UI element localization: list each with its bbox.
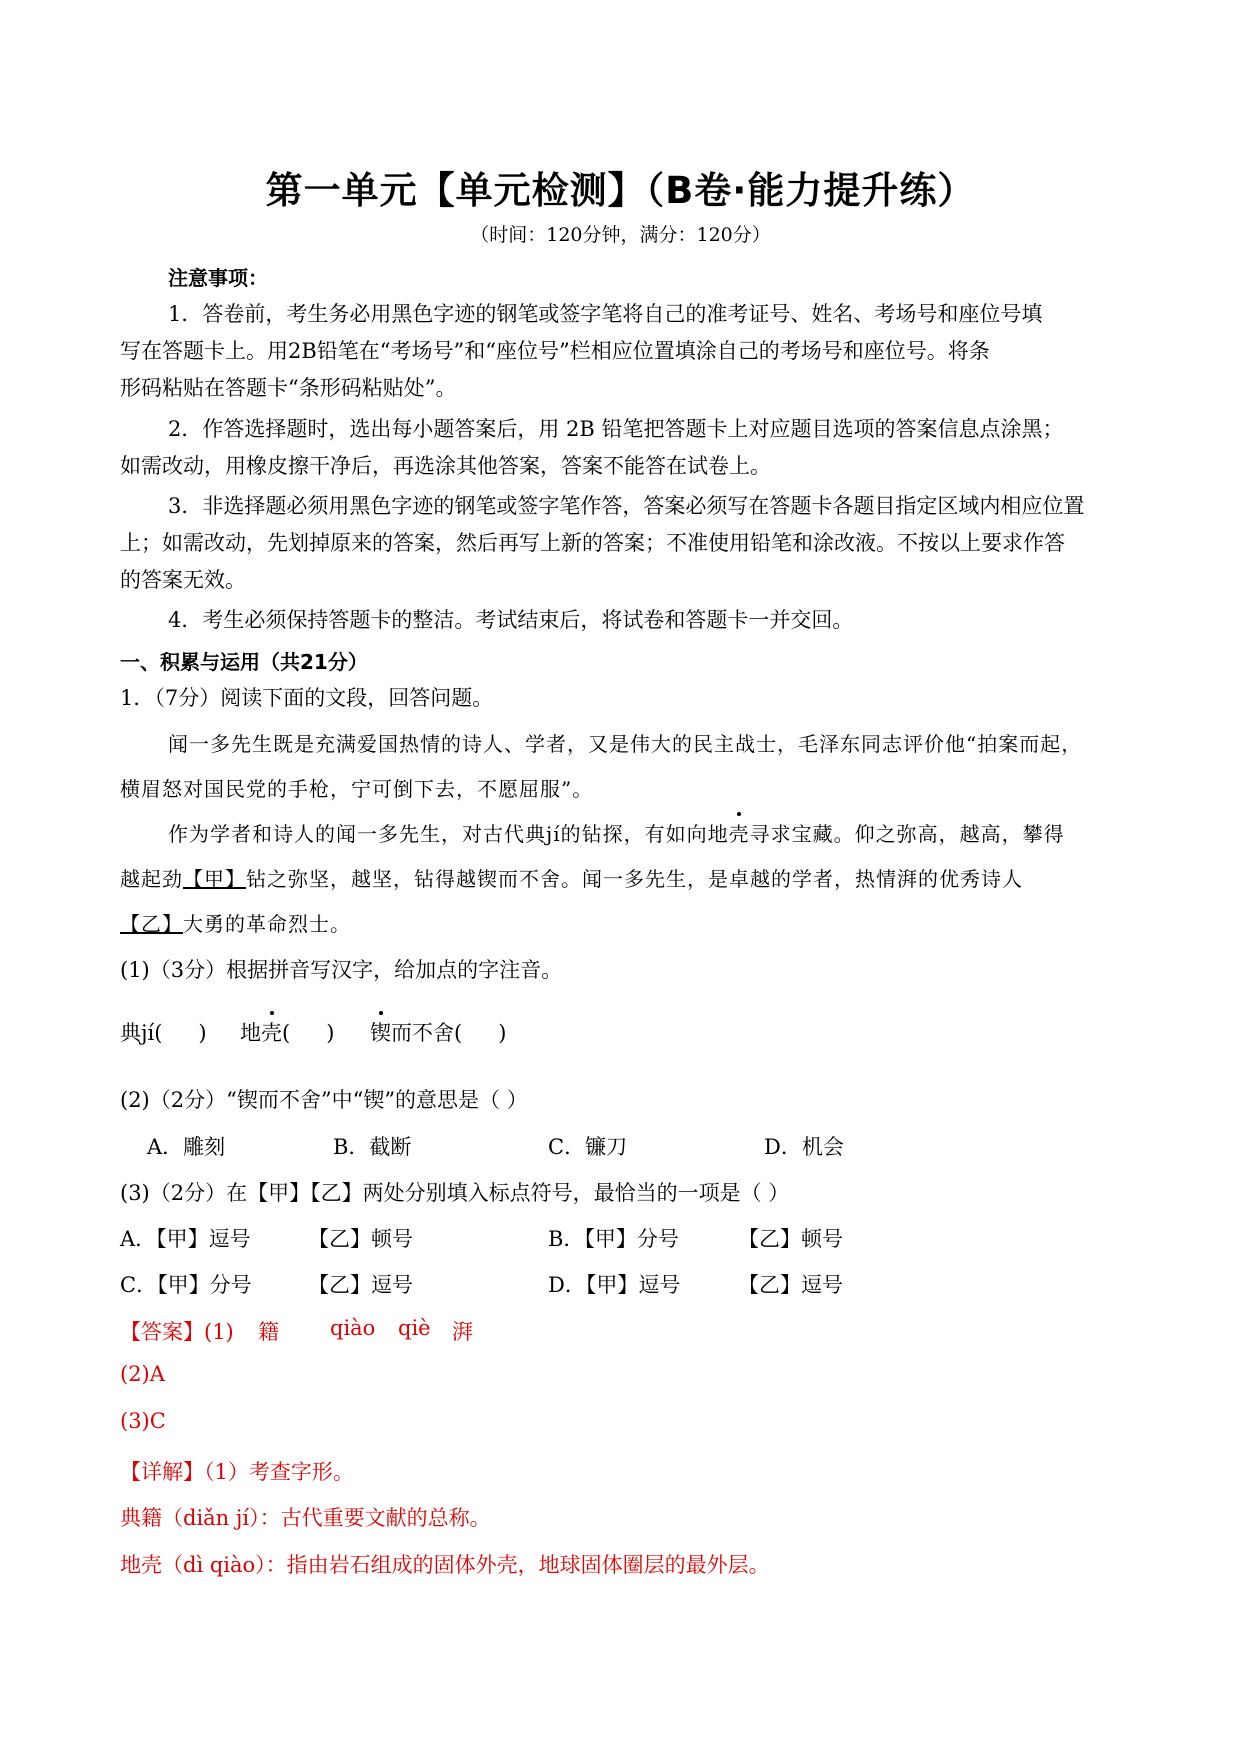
option: 【乙】顿号 bbox=[738, 1227, 843, 1251]
notice-line: 如需改动，用橡皮擦干净后，再选涂其他答案，答案不能答在试卷上。 bbox=[120, 454, 771, 478]
notice-line: 1．答卷前，考生务必用黑色字迹的钢笔或签字笔将自己的准考证号、姓名、考场号和座位号填 bbox=[168, 302, 1043, 326]
answer-label: 【答案】(1) bbox=[120, 1320, 234, 1344]
blank-item: 典jí( ) bbox=[120, 1021, 207, 1045]
option: B．【甲】分号 bbox=[548, 1227, 679, 1251]
blank-yi: 【乙】 bbox=[120, 912, 183, 936]
sub-question-2: (2)（2分）“锲而不舍”中“锲”的意思是（ ） bbox=[120, 1088, 528, 1112]
blank-item: 锲而不舍( ) bbox=[370, 1017, 506, 1047]
option: D．机会 bbox=[764, 1135, 844, 1159]
blank-jia: 【甲】 bbox=[183, 867, 246, 891]
sub-question-3: (3)（2分）在【甲】【乙】两处分别填入标点符号，最恰当的一项是（ ） bbox=[120, 1181, 790, 1205]
notice-line: 形码粘贴在答题卡“条形码粘贴处”。 bbox=[120, 376, 457, 400]
option: A．雕刻 bbox=[147, 1135, 226, 1159]
notice-line: 3．非选择题必须用黑色字迹的钢笔或签字笔作答，答案必须写在答题卡各题目指定区域内相应位置 bbox=[168, 494, 1085, 518]
notice-heading: 注意事项： bbox=[168, 266, 268, 290]
passage-line: 越起劲【甲】钻之弥坚，越坚，钻得越锲而不舍。闻一多先生，是卓越的学者，热情湃的优秀诗人 bbox=[120, 867, 1023, 891]
option: C．【甲】分号 bbox=[120, 1273, 252, 1297]
option: C．镰刀 bbox=[548, 1135, 628, 1159]
notice-line: 上；如需改动，先划掉原来的答案，然后再写上新的答案；不准使用铅笔和涂改液。不按以上要求作答 bbox=[120, 531, 1065, 555]
question-stem: 1．（7分）阅读下面的文段，回答问题。 bbox=[120, 686, 494, 710]
option: 【乙】逗号 bbox=[738, 1273, 843, 1297]
notice-line: 2．作答选择题时，选出每小题答案后，用 2B 铅笔把答题卡上对应题目选项的答案信息点涂黑； bbox=[168, 417, 1064, 441]
notice-line: 的答案无效。 bbox=[120, 568, 246, 592]
answer-value: qiào bbox=[330, 1316, 376, 1340]
passage-line: 【乙】大勇的革命烈士。 bbox=[120, 912, 351, 936]
passage-line: 作为学者和诗人的闻一多先生，对古代典jí的钻探，有如向地壳寻求宝藏。仰之弥高，越高，攀得 bbox=[168, 818, 1173, 847]
sub-question-1: (1)（3分）根据拼音写汉字，给加点的字注音。 bbox=[120, 958, 563, 982]
answer-value: (3)C bbox=[120, 1409, 166, 1433]
detail-line: 典籍（diǎn jí）：古代重要文献的总称。 bbox=[120, 1506, 491, 1530]
page-title: 第一单元【单元检测】（B卷·能力提升练） bbox=[265, 169, 976, 212]
section-heading: 一、积累与运用（共21分） bbox=[120, 650, 368, 674]
detail-label: 【详解】（1）考查字形。 bbox=[120, 1460, 354, 1484]
notice-line: 写在答题卡上。用2B铅笔在“考场号”和“座位号”栏相应位置填涂自己的考场号和座位号。将条 bbox=[120, 339, 990, 363]
dotted-char: 壳 bbox=[729, 818, 750, 847]
exam-time-info: （时间：120分钟，满分：120分） bbox=[470, 224, 771, 246]
option: B．截断 bbox=[333, 1135, 412, 1159]
option: 【乙】逗号 bbox=[308, 1273, 413, 1297]
answer-value: 湃 bbox=[452, 1320, 473, 1344]
answer-value: (2)A bbox=[120, 1362, 165, 1386]
detail-line: 地壳（dì qiào）：指由岩石组成的固体外壳，地球固体圈层的最外层。 bbox=[120, 1553, 770, 1577]
option: 【乙】顿号 bbox=[308, 1227, 413, 1251]
passage-line: 闻一多先生既是充满爱国热情的诗人、学者，又是伟大的民主战士，毛泽东同志评价他“拍案而起， bbox=[168, 732, 1083, 756]
option: D．【甲】逗号 bbox=[548, 1273, 681, 1297]
blank-item: 地壳( ) bbox=[240, 1017, 334, 1047]
notice-line: 4．考生必须保持答题卡的整洁。考试结束后，将试卷和答题卡一并交回。 bbox=[168, 608, 854, 632]
passage-line: 横眉怒对国民党的手枪，宁可倒下去，不愿屈服”。 bbox=[120, 777, 594, 801]
answer-value: 籍 bbox=[258, 1320, 279, 1344]
answer-value: qiè bbox=[398, 1316, 431, 1340]
option: A．【甲】逗号 bbox=[120, 1227, 251, 1251]
